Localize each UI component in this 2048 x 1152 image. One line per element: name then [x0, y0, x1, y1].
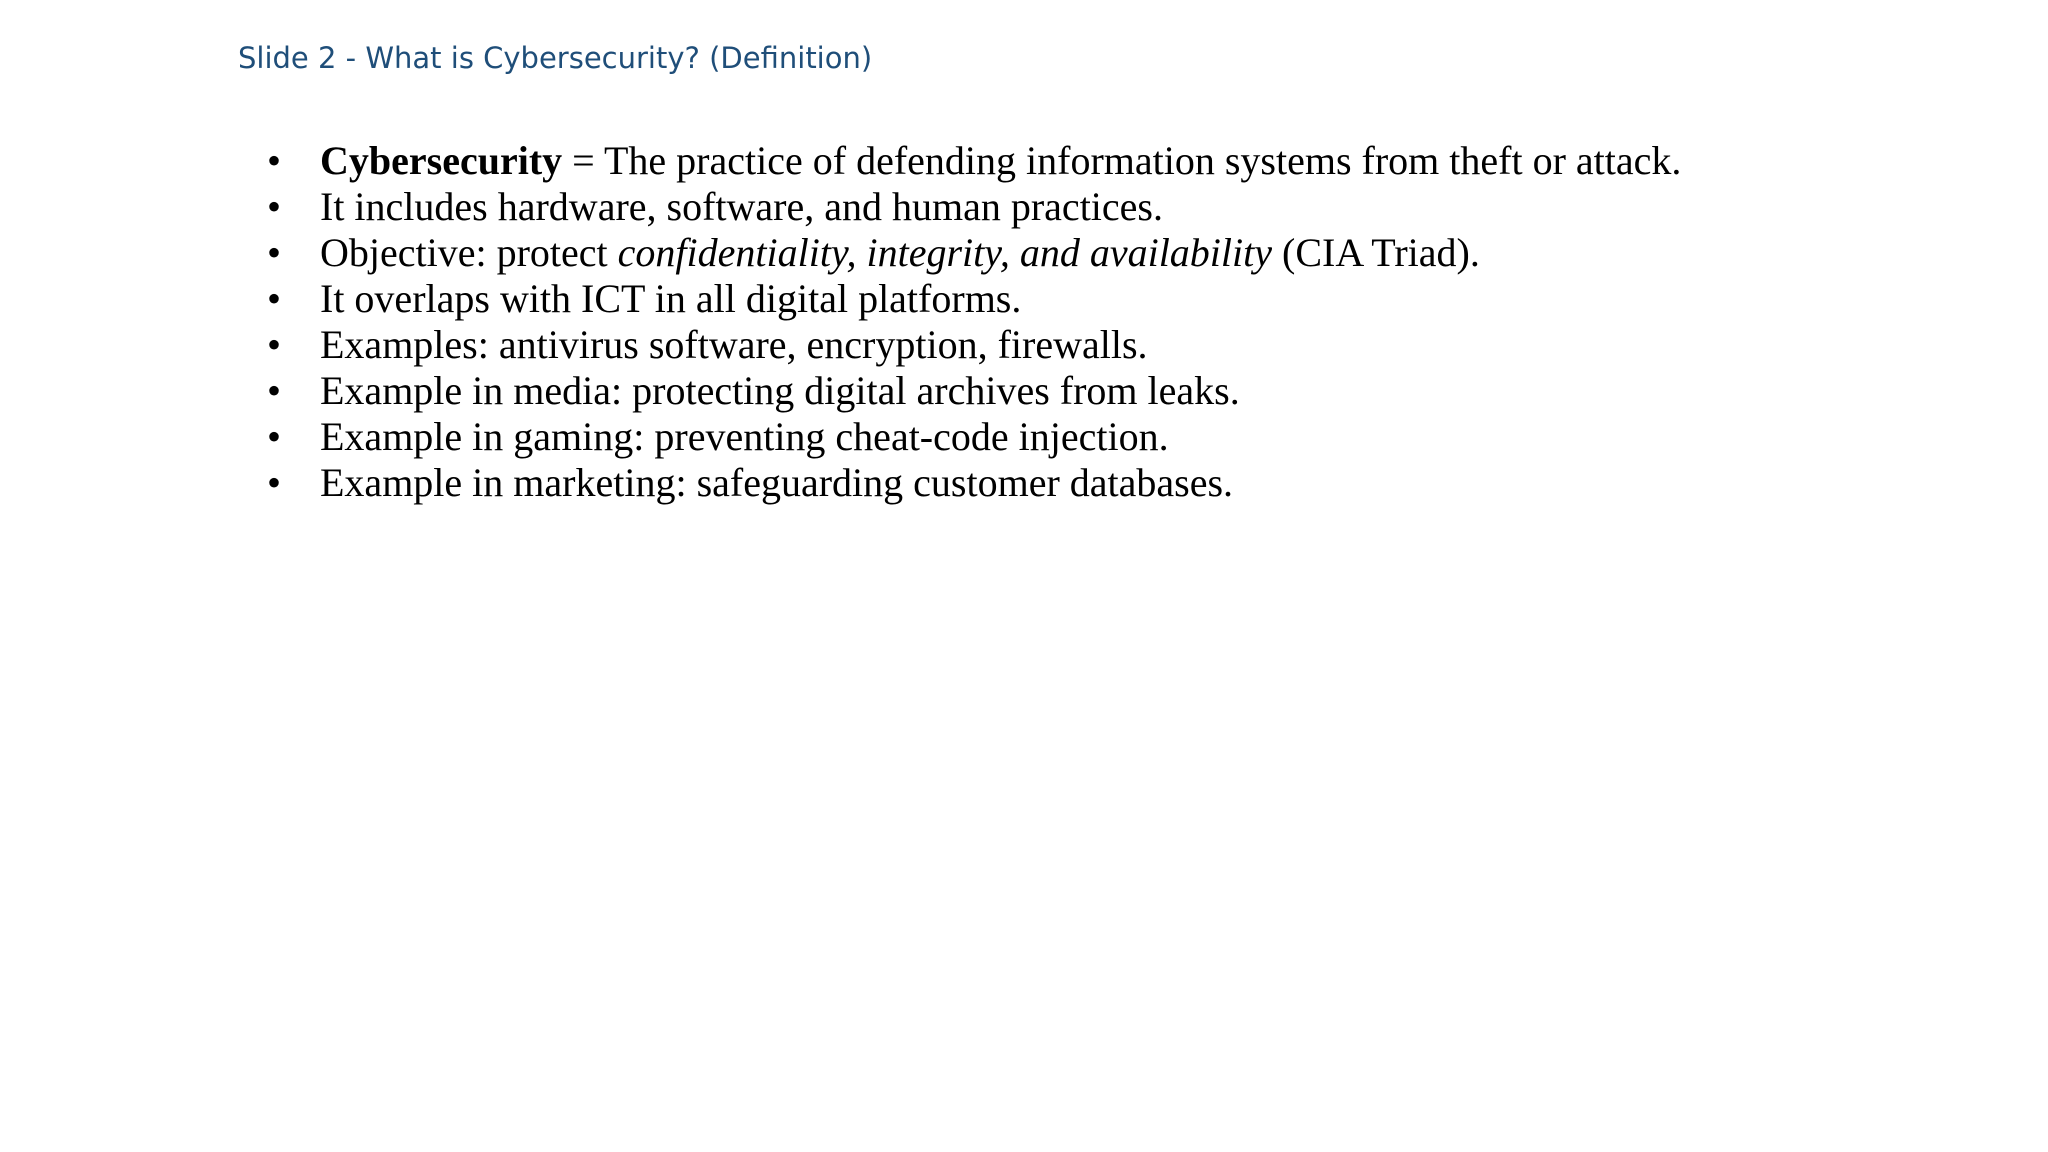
bullet-icon: • — [266, 138, 281, 183]
item-text: Example in marketing: safeguarding customer databases. — [320, 460, 1234, 505]
list-item — [262, 460, 1681, 506]
list-item — [262, 368, 1681, 414]
bullet-icon: • — [266, 322, 281, 367]
bullet-icon: • — [266, 230, 281, 275]
item-text: Examples: antivirus software, encryption, firewalls. — [320, 322, 1148, 367]
bullet-icon: • — [266, 460, 281, 505]
item-text: Example in media: protecting digital archives from leaks. — [320, 368, 1240, 413]
term-bold: Cybersecurity — [320, 138, 563, 183]
bullet-icon: • — [266, 368, 281, 413]
list-item — [262, 414, 1681, 460]
list-item — [262, 230, 1681, 276]
item-text: It includes hardware, software, and human practices. — [320, 184, 1163, 229]
bullet-icon: • — [266, 276, 281, 321]
item-text: It overlaps with ICT in all digital platforms. — [320, 276, 1022, 321]
item-text-italic: confidentiality, integrity, and availability — [617, 230, 1273, 275]
bullet-icon: • — [266, 184, 281, 229]
item-text-before: Objective: protect — [320, 230, 618, 275]
slide-title: Slide 2 - What is Cybersecurity? (Definition) — [238, 41, 873, 75]
item-text-after: (CIA Triad). — [1272, 230, 1480, 275]
item-text: = The practice of defending information systems from theft or attack. — [562, 138, 1682, 183]
list-item — [262, 184, 1681, 230]
list-item — [262, 276, 1681, 322]
bullet-list — [262, 138, 1681, 506]
list-item — [262, 322, 1681, 368]
bullet-icon: • — [266, 414, 281, 459]
list-item — [262, 138, 1681, 184]
item-text: Example in gaming: preventing cheat-code injection. — [320, 414, 1169, 459]
